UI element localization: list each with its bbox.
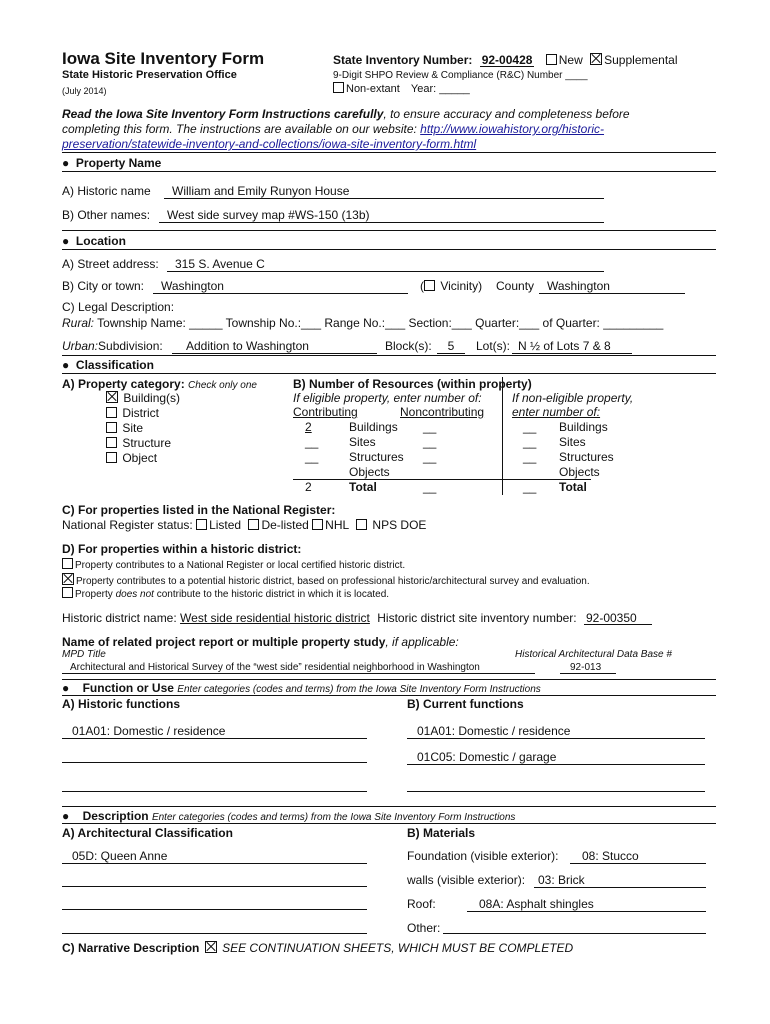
noneligible-hint: If non-eligible property, <box>512 391 634 405</box>
current-function-1[interactable]: 01A01: Domestic / residence <box>407 724 705 739</box>
narrative-row <box>62 941 573 955</box>
instructions-link[interactable]: http://www.iowahistory.org/historic- <box>420 122 605 136</box>
district-option-2-checkbox[interactable] <box>62 573 74 585</box>
materials-label: B) Materials <box>407 826 476 840</box>
legal-description-label: C) Legal Description: <box>62 300 175 314</box>
divider <box>62 249 716 250</box>
state-inventory-row <box>333 53 678 67</box>
resource-row-label: Total <box>349 480 377 494</box>
new-label: New <box>558 53 583 67</box>
urban-label: Urban: <box>62 339 99 353</box>
function-use-heading: ● Function or Use Enter categories (codes and terms) from the Iowa Site Inventory Form Instructions <box>62 681 541 695</box>
listed-checkbox[interactable] <box>196 519 207 530</box>
supplemental-label: Supplemental <box>604 53 678 67</box>
instructions-link-cont[interactable]: preservation/statewide-inventory-and-collections/iowa-site-inventory-form.html <box>62 137 477 151</box>
category-buildings[interactable]: Building(s) <box>106 391 180 406</box>
historic-function-2[interactable] <box>62 762 367 763</box>
divider <box>62 230 716 231</box>
city-field[interactable]: Washington <box>153 279 408 294</box>
noncontributing-buildings[interactable]: __ <box>423 420 437 434</box>
district-option-2[interactable]: Property contributes to a potential historic district, based on professional historic/architectural survey and evaluation. <box>62 573 590 587</box>
data-base-label: Historical Architectural Data Base # <box>515 649 672 660</box>
total-divider <box>293 479 591 480</box>
other-names-label: B) Other names: <box>62 208 151 222</box>
site-checkbox[interactable] <box>106 422 117 433</box>
eligible-hint: If eligible property, enter number of: <box>293 391 482 405</box>
district-option-1[interactable]: Property contributes to a National Register or local certified historic district. <box>62 558 405 571</box>
form-edition: (July 2014) <box>62 86 107 96</box>
district-checkbox[interactable] <box>106 407 117 418</box>
resource-row-label: Buildings <box>349 420 398 434</box>
data-base-field[interactable]: 92-013 <box>560 662 616 674</box>
description-heading: ● Description Enter categories (codes and terms) from the Iowa Site Inventory Form Instructions <box>62 809 516 823</box>
noneligible-structures[interactable]: __ <box>523 450 537 464</box>
new-checkbox[interactable] <box>546 54 557 65</box>
narrative-text: SEE CONTINUATION SHEETS, WHICH MUST BE COMPLETED <box>222 941 574 955</box>
property-category-list <box>106 391 180 466</box>
vicinity-checkbox[interactable] <box>424 280 435 291</box>
contributing-structures[interactable]: __ <box>305 450 319 464</box>
historic-functions-label: A) Historic functions <box>62 697 181 711</box>
arch-classification-label: A) Architectural Classification <box>62 826 233 840</box>
district-name-row <box>62 611 652 625</box>
location-heading: ● Location <box>62 234 126 248</box>
enter-number-hint: enter number of: <box>512 405 601 419</box>
noneligible-row-label: Objects <box>559 465 600 479</box>
noncontributing-header: Noncontributing <box>400 405 485 419</box>
buildings-checkbox[interactable] <box>106 391 118 403</box>
divider <box>62 823 716 824</box>
noneligible-total[interactable]: __ <box>523 480 537 494</box>
rural-fields[interactable]: Township Name: _____ Township No.:___ Range No.:___ Section:___ Quarter:___ of Quarter: _________ <box>97 316 664 330</box>
contributing-buildings[interactable]: 2 <box>305 420 312 434</box>
district-option-1-checkbox[interactable] <box>62 558 73 569</box>
divider <box>62 171 716 172</box>
divider <box>62 373 716 374</box>
district-name-label: Historic district name: <box>62 611 177 625</box>
historic-name-label: A) Historic name <box>62 184 151 198</box>
historic-function-1[interactable]: 01A01: Domestic / residence <box>62 724 367 739</box>
instructions-text: completing this form. The instructions are available on our website: <box>62 122 421 136</box>
noncontributing-sites[interactable]: __ <box>423 435 437 449</box>
contributing-sites[interactable]: __ <box>305 435 319 449</box>
district-option-3-checkbox[interactable] <box>62 587 73 598</box>
divider <box>62 679 716 680</box>
state-inventory-number[interactable]: 92-00428 <box>481 53 533 67</box>
arch-classification-1[interactable]: 05D: Queen Anne <box>62 849 367 864</box>
mpd-title-field[interactable]: Architectural and Historical Survey of the “west side” residential neighborhood in Washington <box>62 662 535 674</box>
arch-classification-2[interactable] <box>62 886 367 887</box>
shpo-number-line: 9-Digit SHPO Review & Compliance (R&C) Number ____ <box>333 70 588 81</box>
historic-name-field[interactable]: William and Emily Runyon House <box>164 184 604 199</box>
instructions-lead: Read the Iowa Site Inventory Form Instructions carefully <box>62 107 384 121</box>
structure-checkbox[interactable] <box>106 437 117 448</box>
noneligible-row-label: Total <box>559 480 587 494</box>
classification-heading: ● Classification <box>62 358 154 372</box>
urban-row <box>62 339 163 353</box>
noncontributing-total[interactable]: __ <box>423 480 437 494</box>
current-function-3[interactable] <box>407 791 705 792</box>
other-material-field[interactable] <box>443 933 706 934</box>
narrative-checkbox[interactable] <box>205 941 217 953</box>
related-report-heading: Name of related project report or multiple property study, if applicable: <box>62 635 459 649</box>
resource-row-label: Sites <box>349 435 376 449</box>
resource-row-label: Objects <box>349 465 390 479</box>
nr-status-label: National Register status: <box>62 518 193 532</box>
national-register-status-row: National Register status: Listed De-listed NHL NPS DOE <box>62 518 427 532</box>
district-site-inv-field[interactable]: 92-00350 <box>584 612 652 625</box>
historic-function-3[interactable] <box>62 791 367 792</box>
year-field[interactable]: Year: _____ <box>410 83 470 95</box>
walls-label: walls (visible exterior): <box>407 873 526 887</box>
description-hint: Enter categories (codes and terms) from the Iowa Site Inventory Form Instructions <box>151 812 516 823</box>
form-title: Iowa Site Inventory Form <box>62 49 265 68</box>
roof-field[interactable]: 08A: Asphalt shingles <box>467 897 706 912</box>
roof-label: Roof: <box>407 897 436 911</box>
foundation-label: Foundation (visible exterior): <box>407 849 559 863</box>
other-material-label: Other: <box>407 921 441 935</box>
noncontributing-structures[interactable]: __ <box>423 450 437 464</box>
noneligible-sites[interactable]: __ <box>523 435 537 449</box>
category-structure[interactable]: Structure <box>106 436 180 451</box>
instructions-line2 <box>62 122 604 136</box>
office-name: State Historic Preservation Office <box>62 69 237 81</box>
district-site-inv-label: Historic district site inventory number: <box>377 611 577 625</box>
resource-row-label: Structures <box>349 450 404 464</box>
blocks-label: Block(s): <box>385 339 432 353</box>
blocks-field[interactable]: 5 <box>437 339 465 354</box>
noneligible-row-label: Sites <box>559 435 586 449</box>
nhl-checkbox[interactable] <box>312 519 323 530</box>
nps-doe-checkbox[interactable] <box>356 519 367 530</box>
instructions-rest: , to ensure accuracy and completeness before <box>383 107 630 121</box>
category-site[interactable]: Site <box>106 421 180 436</box>
nonextant-label: Non-extant <box>346 83 400 95</box>
property-category-hint: Check only one <box>188 380 257 391</box>
lots-label: Lot(s): <box>476 339 511 353</box>
noneligible-row-label: Structures <box>559 450 614 464</box>
walls-field[interactable]: 03: Brick <box>534 873 706 888</box>
state-inventory-label: State Inventory Number: <box>333 53 473 67</box>
instructions-line1 <box>62 107 630 121</box>
column-divider <box>502 377 503 495</box>
current-functions-label: B) Current functions <box>407 697 524 711</box>
lots-field[interactable]: N ½ of Lots 7 & 8 <box>512 339 632 354</box>
arch-classification-3[interactable] <box>62 909 367 910</box>
rural-label: Rural: <box>62 316 95 330</box>
function-use-hint: Enter categories (codes and terms) from the Iowa Site Inventory Form Instructions <box>177 684 541 695</box>
delisted-checkbox[interactable] <box>248 519 259 530</box>
category-district[interactable]: District <box>106 406 180 421</box>
property-name-heading: ● Property Name <box>62 156 162 170</box>
county-field[interactable]: Washington <box>539 279 685 294</box>
city-label: B) City or town: <box>62 279 145 293</box>
property-category-label: A) Property category: <box>62 377 185 391</box>
arch-classification-4[interactable] <box>62 933 367 934</box>
nonextant-checkbox[interactable] <box>333 82 344 93</box>
divider <box>62 695 716 696</box>
district-name-field[interactable]: West side residential historic district <box>180 611 370 625</box>
contributing-header: Contributing <box>293 405 358 419</box>
current-function-2[interactable]: 01C05: Domestic / garage <box>407 750 705 765</box>
category-object[interactable]: Object <box>106 451 180 466</box>
subdivision-label: Subdivision: <box>98 339 163 353</box>
other-names-field[interactable]: West side survey map #WS-150 (13b) <box>159 208 604 223</box>
noneligible-row-label: Buildings <box>559 420 608 434</box>
contributing-total[interactable]: 2 <box>305 480 312 494</box>
historic-district-heading: D) For properties within a historic district: <box>62 542 302 556</box>
mpd-title-label: MPD Title <box>62 649 106 660</box>
subdivision-field[interactable]: Addition to Washington <box>172 339 377 354</box>
street-address-label: A) Street address: <box>62 257 159 271</box>
street-address-field[interactable]: 315 S. Avenue C <box>167 257 604 272</box>
foundation-field[interactable]: 08: Stucco <box>570 849 706 864</box>
divider <box>62 806 716 807</box>
object-checkbox[interactable] <box>106 452 117 463</box>
number-of-resources-title: B) Number of Resources (within property) <box>293 377 532 391</box>
divider <box>62 355 716 356</box>
property-category-header <box>62 377 257 391</box>
supplemental-checkbox[interactable] <box>590 53 602 65</box>
county-label: County <box>496 279 535 293</box>
national-register-heading: C) For properties listed in the National Register: <box>62 503 336 517</box>
narrative-label: C) Narrative Description <box>62 941 200 955</box>
district-option-3[interactable]: Property does not contribute to the historic district in which it is located. <box>62 587 389 600</box>
vicinity-group: ( Vicinity) <box>420 279 483 293</box>
divider <box>62 152 716 153</box>
noneligible-buildings[interactable]: __ <box>523 420 537 434</box>
nonextant-row <box>333 82 470 95</box>
rural-row <box>62 316 663 330</box>
